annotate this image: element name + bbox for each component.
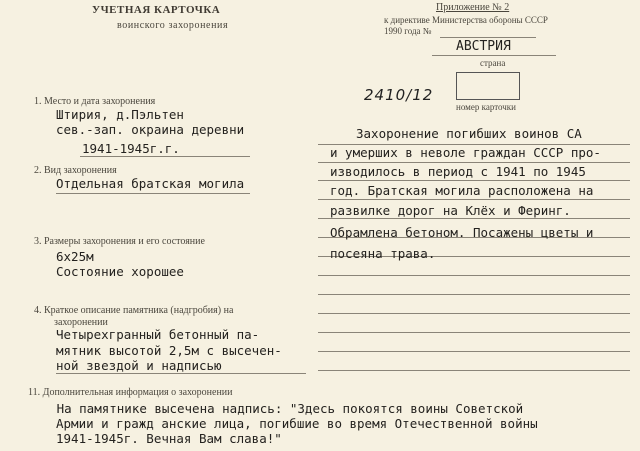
appendix-label: Приложение № 2 [436,2,510,13]
right-rule-2 [318,162,630,163]
section-1-line-1: Штирия, д.Пэльтен [56,107,184,122]
right-rule-5 [318,218,630,219]
right-text-line-2: и умерших в неволе граждан СССР про- [330,145,601,160]
country-rule [432,55,556,56]
section-3-line-2: Состояние хорошее [56,264,184,279]
section-1-rule [80,156,250,157]
year-label: 1990 года № [384,26,432,36]
card-number-box [456,72,520,100]
country-label: страна [480,58,506,68]
right-text-line-4: год. Братская могила расположена на [330,183,594,198]
section-3-label: 3. Размеры захоронения и его состояние [34,236,205,247]
card-number-handwritten: 2410/12 [364,86,434,104]
card-number-label: номер карточки [456,102,516,112]
right-rule-9 [318,294,630,295]
section-1-line-2: сев.-зап. окраина деревни [56,122,245,137]
right-rule-11 [318,332,630,333]
section-11-line-2: Армии и гражд анские лица, погибшие во время Отечественной войны [56,416,538,431]
section-2-label: 2. Вид захоронения [34,165,117,176]
right-rule-3 [318,180,630,181]
section-1-label: 1. Место и дата захоронения [34,96,156,107]
section-4-line-2: мятник высотой 2,5м с высечен- [56,343,282,358]
section-1-line-3: 1941-1945г.г. [82,141,180,156]
section-11-label: 11. Дополнительная информация о захоронении [28,387,233,398]
section-4-line-1: Четырехгранный бетонный па- [56,327,260,342]
right-text-line-6: Обрамлена бетоном. Посажены цветы и [330,225,594,240]
section-2-rule [56,193,250,194]
section-4-line-3: ной звездой и надписью [56,358,222,373]
right-rule-8 [318,275,630,276]
year-rule [440,37,536,38]
right-rule-13 [318,370,630,371]
card-subtitle: воинского захоронения [117,20,229,31]
right-rule-10 [318,313,630,314]
section-4-rule [56,373,306,374]
directive-label: к директиве Министерства обороны СССР [384,15,548,25]
section-4-label-1: 4. Краткое описание памятника (надгробия) на [34,305,234,316]
section-3-line-1: 6х25м [56,249,94,264]
section-11-line-1: На памятнике высечена надпись: "Здесь покоятся воины Советской [34,401,524,416]
section-11-line-3: 1941-1945г. Вечная Вам слава!" [56,431,282,446]
section-2-line-1: Отдельная братская могила [56,176,245,191]
card-title: УЧЕТНАЯ КАРТОЧКА [92,4,221,16]
section-4-label-2: захоронении [54,317,108,328]
country-value: АВСТРИЯ [456,39,511,54]
right-rule-4 [318,199,630,200]
right-text-line-7: посеяна трава. [330,246,436,261]
right-text-line-3: изводилось в период с 1941 по 1945 [330,164,586,179]
right-text-line-1: Захоронение погибших воинов СА [356,126,582,141]
right-text-line-5: развилке дорог на Клёх и Феринг. [330,203,571,218]
right-rule-12 [318,351,630,352]
